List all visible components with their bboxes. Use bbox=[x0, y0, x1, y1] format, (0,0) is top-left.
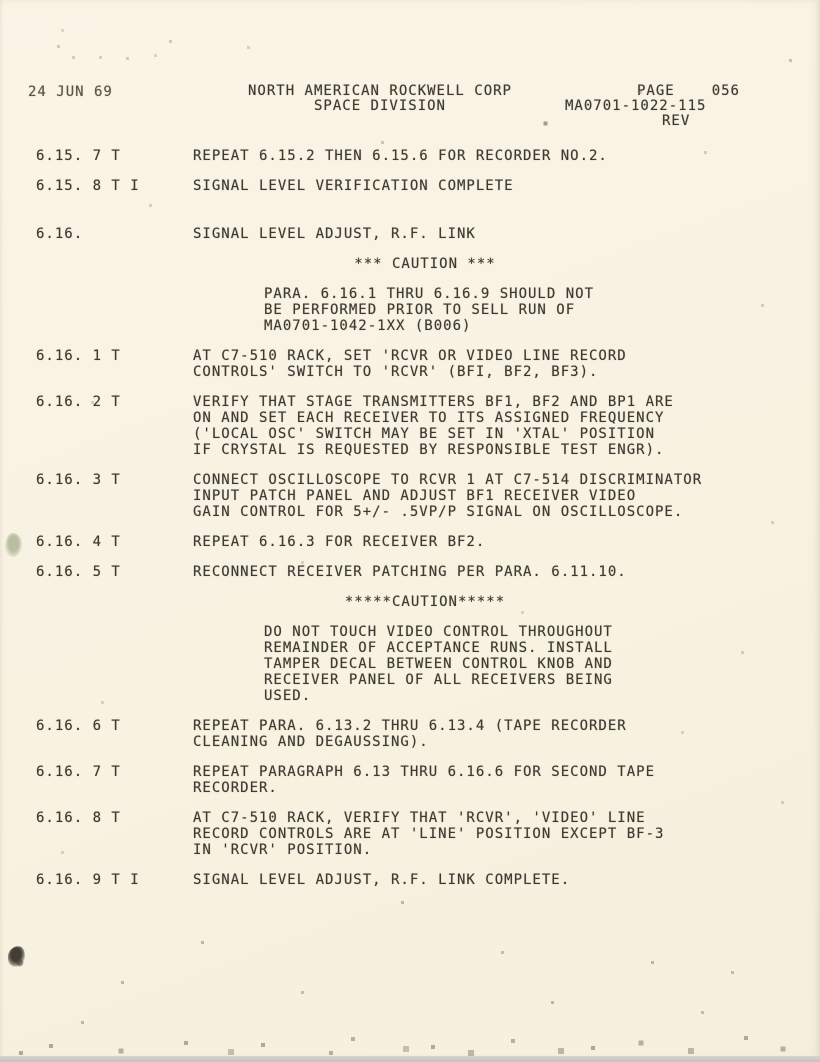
text-line: SIGNAL LEVEL ADJUST, R.F. LINK COMPLETE. bbox=[193, 872, 571, 888]
page-line bbox=[565, 84, 740, 99]
step-text bbox=[193, 394, 733, 458]
step-text bbox=[193, 764, 733, 796]
text-line: RECONNECT RECEIVER PATCHING PER PARA. 6.11.10. bbox=[193, 564, 627, 580]
text-line: CONTROLS' SWITCH TO 'RCVR' (BFI, BF2, BF3). bbox=[193, 364, 599, 380]
text-line: RECEIVER PANEL OF ALL RECEIVERS BEING bbox=[264, 672, 613, 688]
step bbox=[0, 472, 820, 520]
text-line: DO NOT TOUCH VIDEO CONTROL THROUGHOUT bbox=[264, 624, 613, 640]
step-number: 6.16. 6 T bbox=[36, 718, 121, 734]
text-line: PARA. 6.16.1 THRU 6.16.9 SHOULD NOT bbox=[264, 286, 595, 302]
step bbox=[0, 226, 820, 242]
text-line: CLEANING AND DEGAUSSING). bbox=[193, 734, 429, 750]
text-line: RECORD CONTROLS ARE AT 'LINE' POSITION EXCEPT BF-3 bbox=[193, 826, 665, 842]
step bbox=[0, 764, 820, 796]
document-number: MA0701-1022-115 bbox=[565, 98, 707, 114]
step-number: 6.16. 9 T I bbox=[36, 872, 140, 888]
company-name: NORTH AMERICAN ROCKWELL CORP bbox=[247, 83, 512, 99]
header-page-block bbox=[565, 84, 740, 129]
text-line: INPUT PATCH PANEL AND ADJUST BF1 RECEIVER VIDEO bbox=[193, 488, 637, 504]
text-line: REPEAT 6.16.3 FOR RECEIVER BF2. bbox=[193, 534, 486, 550]
step-number: 6.15. 8 T I bbox=[36, 178, 140, 194]
ink-blob-artifact bbox=[6, 944, 27, 968]
step bbox=[0, 178, 820, 194]
text-line: REPEAT PARAGRAPH 6.13 THRU 6.16.6 FOR SECOND TAPE bbox=[193, 764, 656, 780]
bottom-speckle-band bbox=[0, 0, 2, 2]
step-number: 6.16. 1 T bbox=[36, 348, 121, 364]
step bbox=[0, 564, 820, 580]
rev-label: REV bbox=[662, 113, 691, 129]
step-number: 6.16. 8 T bbox=[36, 810, 121, 826]
step-number: 6.16. 5 T bbox=[36, 564, 121, 580]
step bbox=[0, 394, 820, 458]
step-text bbox=[193, 534, 733, 550]
text-line: AT C7-510 RACK, VERIFY THAT 'RCVR', 'VIDEO' LINE bbox=[193, 810, 646, 826]
text-line: TAMPER DECAL BETWEEN CONTROL KNOB AND bbox=[264, 656, 613, 672]
text-line: MA0701-1042-1XX (B006) bbox=[264, 318, 472, 334]
step-text bbox=[193, 348, 733, 380]
caution-body bbox=[264, 624, 820, 704]
step-number: 6.16. 2 T bbox=[36, 394, 121, 410]
caution-title: *** CAUTION *** bbox=[354, 256, 496, 272]
step bbox=[0, 148, 820, 164]
step-number: 6.16. 7 T bbox=[36, 764, 121, 780]
step-number: 6.16. 3 T bbox=[36, 472, 121, 488]
step-number: 6.16. 4 T bbox=[36, 534, 121, 550]
text-line: IN 'RCVR' POSITION. bbox=[193, 842, 373, 858]
step-text bbox=[193, 472, 733, 520]
step bbox=[0, 810, 820, 858]
page-number: 056 bbox=[711, 83, 740, 99]
text-line: GAIN CONTROL FOR 5+/- .5VP/P SIGNAL ON OSCILLOSCOPE. bbox=[193, 504, 684, 520]
text-line: ('LOCAL OSC' SWITCH MAY BE SET IN 'XTAL' POSITION bbox=[193, 426, 656, 442]
step-number: 6.15. 7 T bbox=[36, 148, 121, 164]
step-number: 6.16. bbox=[36, 226, 84, 242]
paper-bottom-edge bbox=[0, 1056, 820, 1062]
header-date: 24 JUN 69 bbox=[28, 84, 113, 100]
text-line: BE PERFORMED PRIOR TO SELL RUN OF bbox=[264, 302, 576, 318]
text-line: AT C7-510 RACK, SET 'RCVR OR VIDEO LINE RECORD bbox=[193, 348, 627, 364]
text-line: USED. bbox=[264, 688, 312, 704]
step-text bbox=[193, 564, 733, 580]
text-line: SIGNAL LEVEL VERIFICATION COMPLETE bbox=[193, 178, 514, 194]
step bbox=[0, 534, 820, 550]
text-line: REPEAT 6.15.2 THEN 6.15.6 FOR RECORDER NO.2. bbox=[193, 148, 608, 164]
text-line: SIGNAL LEVEL ADJUST, R.F. LINK bbox=[193, 226, 476, 242]
text-line: VERIFY THAT STAGE TRANSMITTERS BF1, BF2 AND BP1 ARE bbox=[193, 394, 674, 410]
step-text bbox=[193, 872, 733, 888]
header-company-block bbox=[240, 84, 520, 114]
text-line: REMAINDER OF ACCEPTANCE RUNS. INSTALL bbox=[264, 640, 613, 656]
procedure-body bbox=[0, 148, 820, 888]
step bbox=[0, 348, 820, 380]
step-text bbox=[193, 718, 733, 750]
text-line: IF CRYSTAL IS REQUESTED BY RESPONSIBLE TEST ENGR). bbox=[193, 442, 665, 458]
division-name: SPACE DIVISION bbox=[313, 98, 446, 114]
text-line: ON AND SET EACH RECEIVER TO ITS ASSIGNED FREQUENCY bbox=[193, 410, 665, 426]
page-label: PAGE bbox=[637, 83, 675, 99]
text-line: RECORDER. bbox=[193, 780, 278, 796]
step-text bbox=[193, 226, 733, 242]
step-text bbox=[193, 810, 733, 858]
caution-title: *****CAUTION***** bbox=[344, 594, 506, 610]
step bbox=[0, 872, 820, 888]
caution-body bbox=[264, 286, 820, 334]
text-line: CONNECT OSCILLOSCOPE TO RCVR 1 AT C7-514 DISCRIMINATOR bbox=[193, 472, 703, 488]
step-text bbox=[193, 148, 733, 164]
step bbox=[0, 718, 820, 750]
text-line: REPEAT PARA. 6.13.2 THRU 6.13.4 (TAPE RECORDER bbox=[193, 718, 627, 734]
step-text bbox=[193, 178, 733, 194]
